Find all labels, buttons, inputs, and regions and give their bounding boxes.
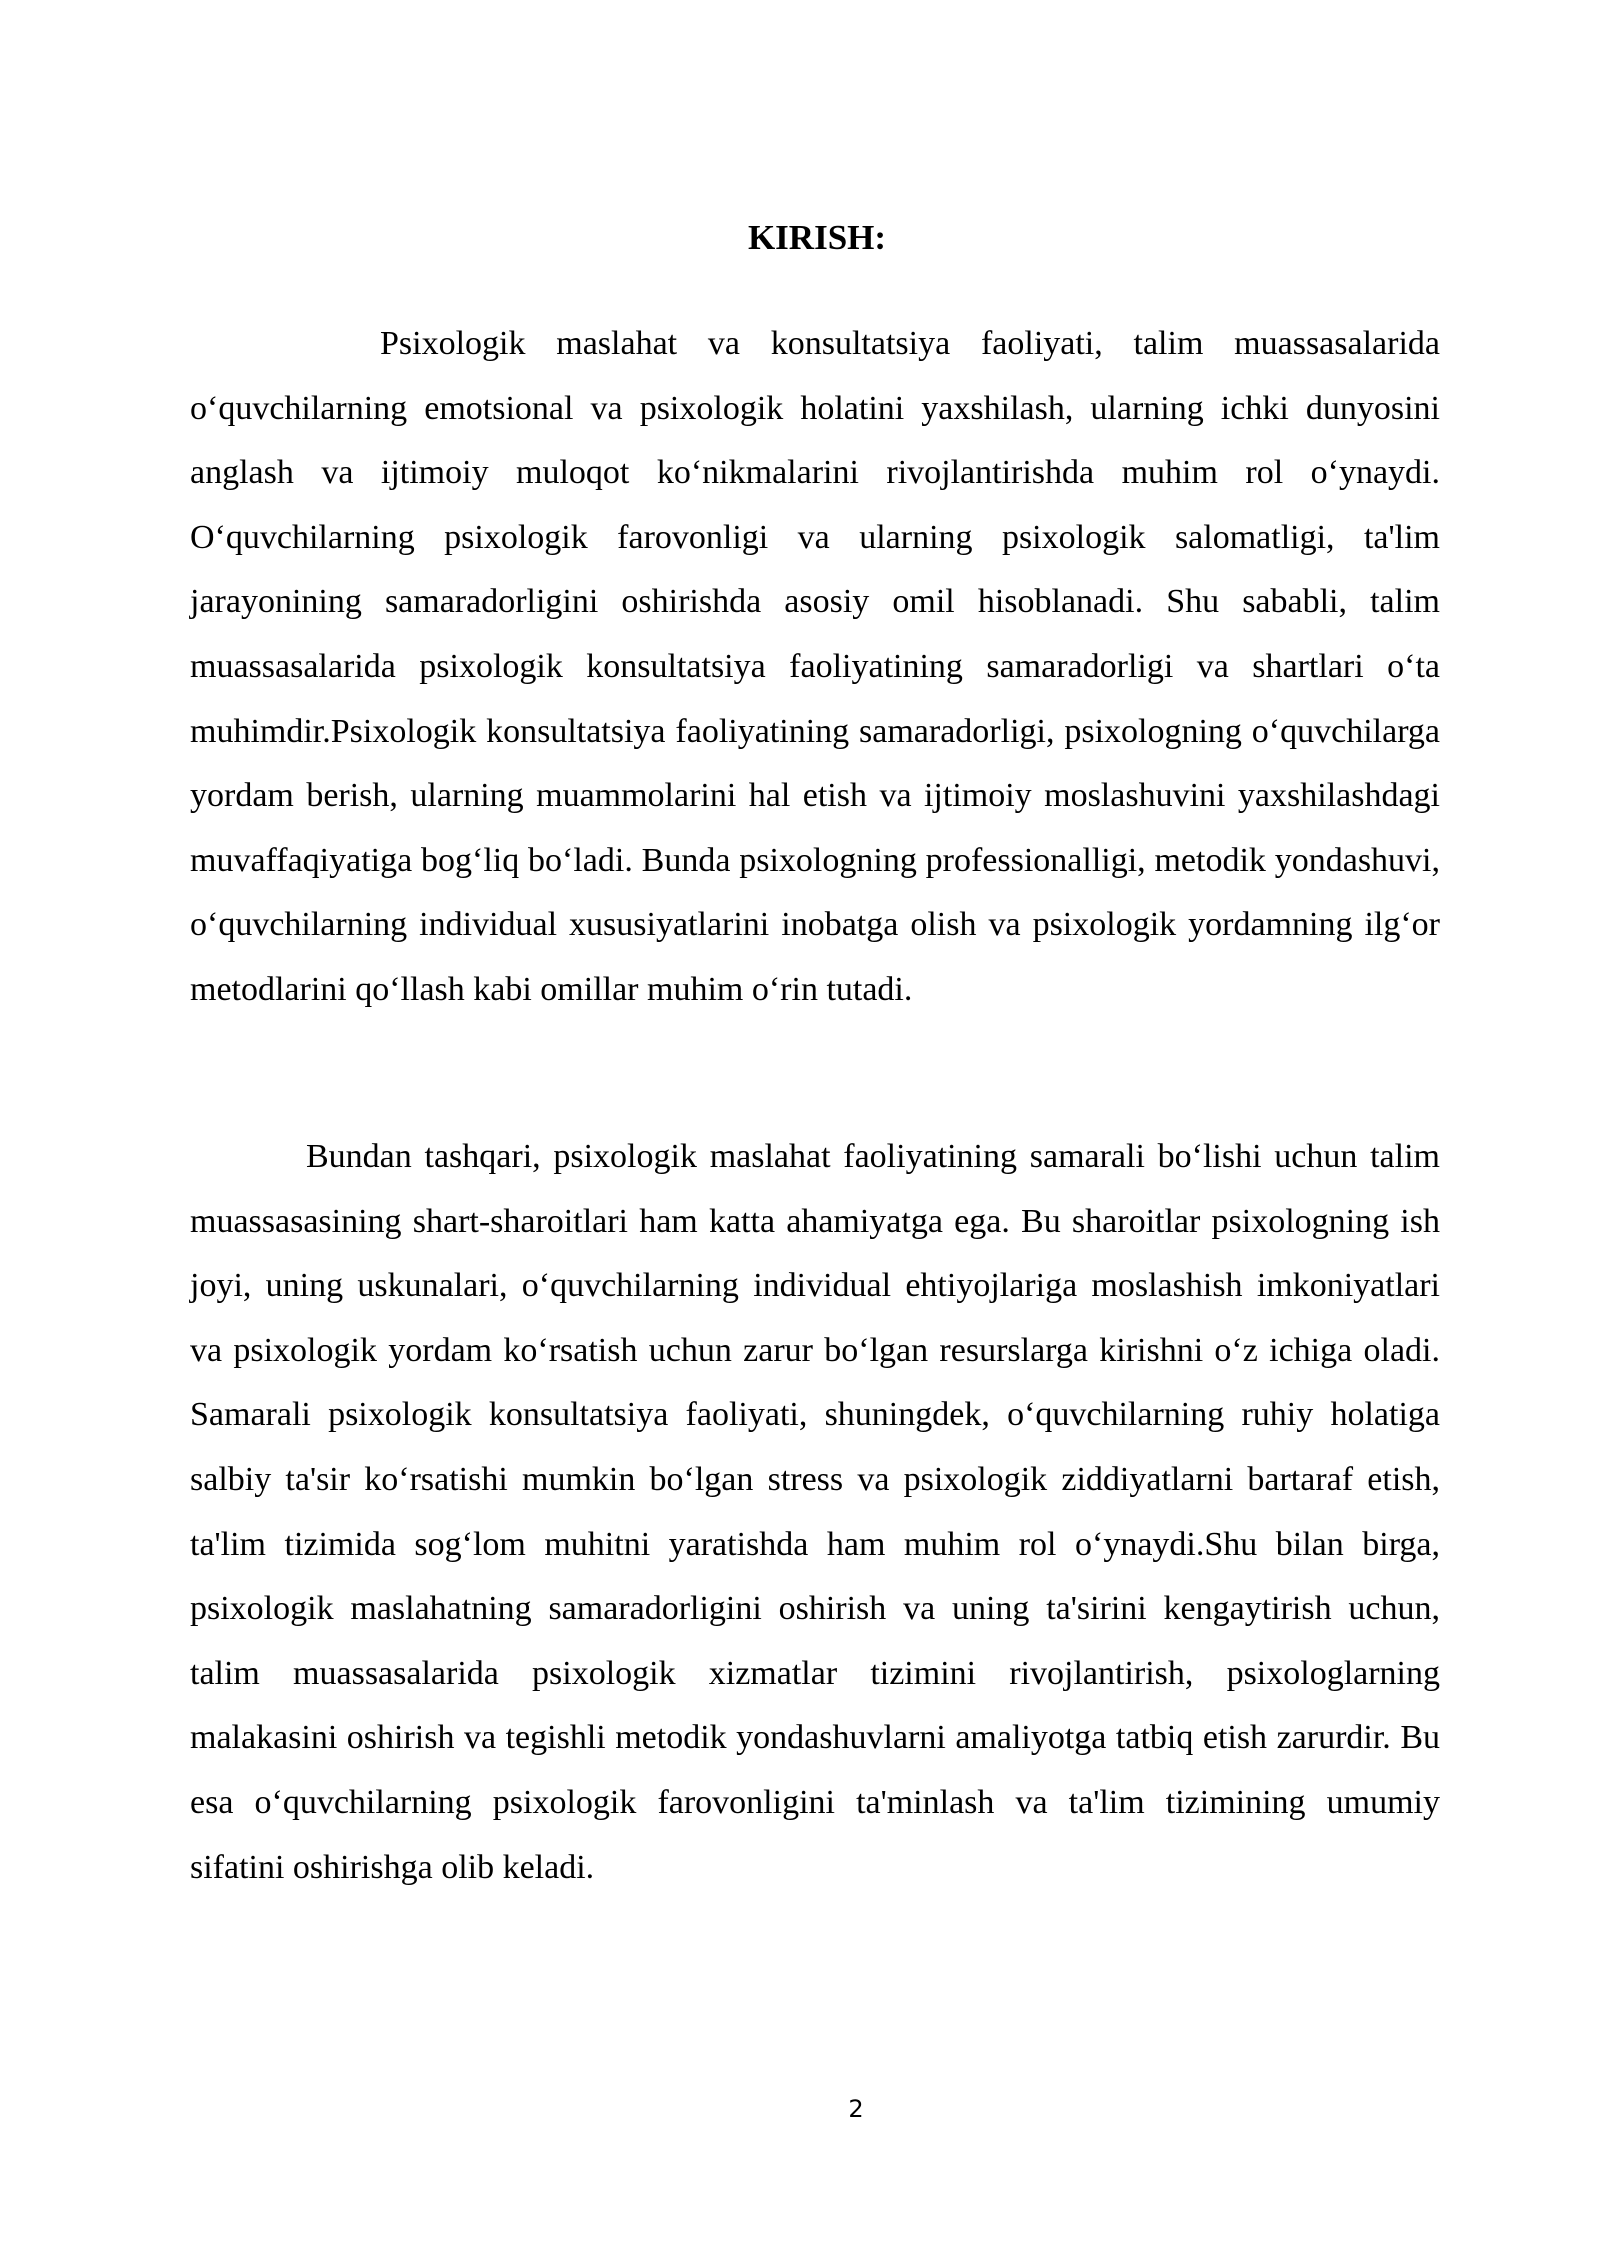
section-heading: KIRISH: <box>747 218 887 257</box>
body-paragraph-1: Psixologik maslahat va konsultatsiya faoliyati, talim muassasalarida o‘quvchilarning emotsional va psixologik holatini yaxshilash, ularning ichki dunyosini anglash va ijtimoiy muloqot ko‘nikmalarini rivojlantirishda muhim rol o‘ynaydi. O‘quvchilarning psixologik farovonligi va ularning psixologik salomatligi, ta'lim jarayonining samaradorligini oshirishda asosiy omil hisoblanadi. Shu sababli, talim muassasalarida psixologik konsultatsiya faoliyatining samaradorligi va shartlari o‘ta muhimdir.Psixologik konsultatsiya faoliyatining samaradorligi, psixologning o‘quvchilarga yordam berish, ularning muammolarini hal etish va ijtimoiy moslashuvini yaxshilashdagi muvaffaqiyatiga bog‘liq bo‘ladi. Bunda psixologning professionalligi, metodik yondashuvi, o‘quvchilarning individual xususiyatlarini inobatga olish va psixologik yordamning ilg‘or metodlarini qo‘llash kabi omillar muhim o‘rin tutadi. <box>190 325 1440 1008</box>
page-number: 2 <box>848 2095 864 2123</box>
body-paragraph-2: Bundan tashqari, psixologik maslahat faoliyatining samarali bo‘lishi uchun talim muassasasining shart-sharoitlari ham katta ahamiyatga ega. Bu sharoitlar psixologning ish joyi, uning uskunalari, o‘quvchilarning individual ehtiyojlariga moslashish imkoniyatlari va psixologik yordam ko‘rsatish uchun zarur bo‘lgan resurslarga kirishni o‘z ichiga oladi. Samarali psixologik konsultatsiya faoliyati, shuningdek, o‘quvchilarning ruhiy holatiga salbiy ta'sir ko‘rsatishi mumkin bo‘lgan stress va psixologik ziddiyatlarni bartaraf etish, ta'lim tizimida sog‘lom muhitni yaratishda ham muhim rol o‘ynaydi.Shu bilan birga, psixologik maslahatning samaradorligini oshirish va uning ta'sirini kengaytirish uchun, talim muassasalarida psixologik xizmatlar tizimini rivojlantirish, psixologlarning malakasini oshirish va tegishli metodik yondashuvlarni amaliyotga tatbiq etish zarurdir. Bu esa o‘quvchilarning psixologik farovonligini ta'minlash va ta'lim tizimining umumiy sifatini oshirishga olib keladi. <box>190 1138 1440 1886</box>
